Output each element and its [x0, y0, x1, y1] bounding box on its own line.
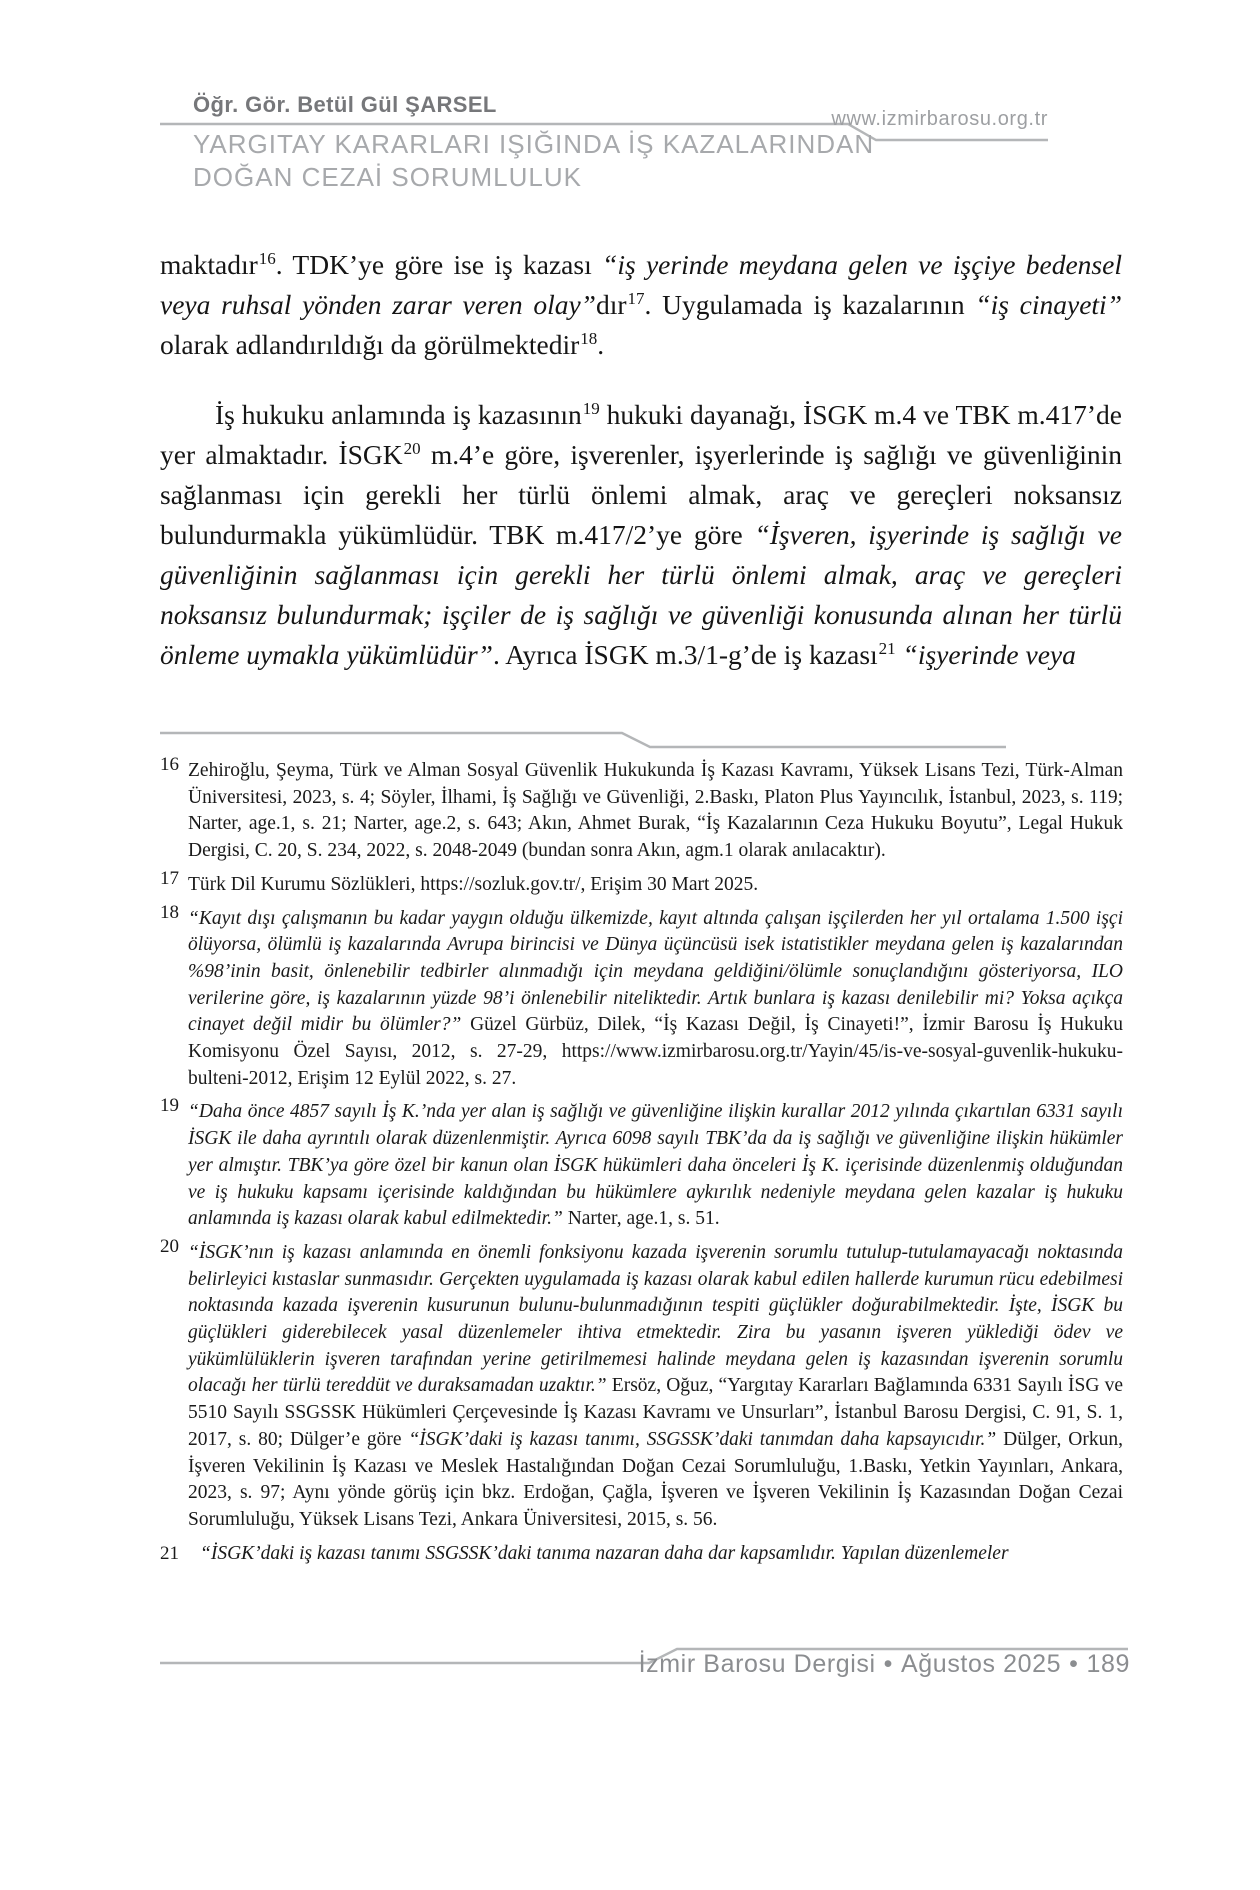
text-segment: . — [597, 329, 605, 360]
article-title-line2: DOĞAN CEZAİ SORUMLULUK — [193, 162, 582, 192]
text-segment: olarak adlandırıldığı da görülmektedir — [160, 329, 580, 360]
issue-date: Ağustos 2025 — [901, 1650, 1062, 1678]
footnote-reference: 17 — [627, 289, 645, 308]
footnote-reference: 20 — [403, 439, 421, 458]
text-segment: “işyerinde veya — [902, 639, 1076, 670]
footnote — [160, 867, 1123, 899]
page-footer — [639, 1650, 1130, 1679]
text-segment: “Daha önce 4857 sayılı İş K.’nda yer alan iş sağlığı ve güvenliğine ilişkin kurallar 2012 yılında çıkartılan 6331 sayılı İSGK ile daha ayrıntılı olarak düzenlenmiştir. Ayrıca 6098 sayılı TBK’da da iş sağlığı ve güvenliğine ilişkin hükümler yer almıştır. TBK’ya göre özel bir kanun olan İSGK hükümleri daha önceleri İş K. içerisinde düzenlenmiş olduğundan ve iş hukuku kapsamı içerisinde kaldığından bu hükümlere aykırılık nedeniyle meydana gelen kazalar iş hukuku anlamında iş kazası olarak kabul edilmektedir.” — [188, 1101, 1123, 1230]
text-segment: Ersöz, Oğuz, “Yargıtay Kararları Bağlamında 6331 Sayılı İSG ve 5510 Sayılı SSGSSK Hükümleri Çerçevesinde İş Kazası Kavramı ve Unsurları”, İstanbul Barosu Dergisi, C. 91, S. 1, 2017, s. 80; Dülger’e göre — [188, 1375, 1123, 1450]
footnote-reference: 18 — [580, 329, 598, 348]
journal-name: İzmir Barosu Dergisi — [638, 1650, 876, 1678]
footnotes — [160, 754, 1123, 1574]
footnote-reference: 19 — [582, 399, 600, 418]
body-paragraph-1 — [160, 245, 1122, 365]
text-segment: maktadır — [160, 249, 258, 280]
text-segment: “Kayıt dışı çalışmanın bu kadar yaygın olduğu ülkemizde, kayıt altında çalışan işçilerden her yıl ortalama 1.500 işçi ölüyorsa, ölümlü iş kazalarında Avrupa birincisi ve Dünya üçüncüsü isek istatistikler meydana gelen iş kazalarından %98’inin basit, önlenebilir tedbirler alınmadığı için meydana geldiğini/ölümle sonuçlandığını gösteriyorsa, ILO verilerine göre, iş kazalarının yüzde 98’i önlenebilir niteliktedir. Artık bunlara iş kazası denilebilir mi? Yoksa açıkça cinayet değil midir bu ölümler?” — [188, 907, 1123, 1036]
footnote-number: 17 — [160, 867, 179, 889]
footnote-text — [188, 908, 1123, 1089]
footnote — [160, 754, 1123, 865]
text-segment: İş hukuku anlamında iş kazasının — [215, 399, 582, 430]
text-segment: hukuki dayanağı, İSGK m.4 ve TBK m.417’de yer almaktadır. İSGK — [160, 399, 1122, 470]
text-segment: “iş cinayeti” — [975, 289, 1122, 320]
text-segment: . Uygulamada iş kazalarının — [644, 289, 976, 320]
text-segment: . Ayrıca İSGK m.3/1-g’de iş kazası — [492, 639, 878, 670]
text-segment — [896, 639, 903, 670]
article-title-line1: YARGITAY KARARLARI IŞIĞINDA İŞ KAZALARINDAN — [193, 129, 875, 159]
footnote-number: 21 — [160, 1542, 179, 1564]
page-number: 189 — [1086, 1650, 1130, 1678]
author-name: Öğr. Gör. Betül Gül ŞARSEL — [193, 92, 497, 117]
footnote-separator-rule — [160, 733, 1006, 747]
text-segment: Narter, age.1, s. 51. — [562, 1208, 720, 1230]
text-segment: “İSGK’daki iş kazası tanımı, SSGSSK’daki tanımdan daha kapsayıcıdır.” — [408, 1428, 997, 1450]
footnote — [160, 1235, 1123, 1534]
footnote-reference: 21 — [878, 639, 896, 658]
text-segment: “İşveren, işyerinde iş sağlığı ve güvenliğinin sağlanması için gerekli her türlü önlemi almak, araç ve gereçleri noksansız bulundurmak; işçiler de iş sağlığı ve güvenliği konusunda alınan her türlü önleme uymakla yükümlüdür” — [160, 519, 1122, 670]
footnote-reference: 16 — [258, 249, 276, 268]
text-segment: Zehiroğlu, Şeyma, Türk ve Alman Sosyal Güvenlik Hukukunda İş Kazası Kavramı, Yüksek Lisans Tezi, Türk-Alman Üniversitesi, 2023, s. 4; Söyler, İlhami, İş Sağlığı ve Güvenliği, 2.Baskı, Platon Plus Yayıncılık, İstanbul, 2023, s. 119; Narter, age.1, s. 21; Narter, age.2, s. 643; Akın, Ahmet Burak, “İş Kazalarının Ceza Hukuku Boyutu”, Legal Hukuk Dergisi, C. 20, S. 234, 2022, s. 2048-2049 (bundan sonra Akın, agm.1 olarak anılacaktır). — [188, 760, 1123, 862]
text-segment: Dülger, Orkun, İşveren Vekilinin İş Kazası ve Meslek Hastalığından Doğan Cezai Sorumluluğu, 1.Baskı, Yetkin Yayınları, Ankara, 2023, s. 97; Aynı yönde görüş için bkz. Erdoğan, Çağla, İşveren ve İşveren Vekilinin İş Kazasından Doğan Cezai Sorumluluğu, Yüksek Lisans Tezi, Ankara Üniversitesi, 2015, s. 56. — [188, 1428, 1123, 1530]
article-body — [160, 245, 1122, 675]
text-segment: Türk Dil Kurumu Sözlükleri, https://sozluk.gov.tr/, Erişim 30 Mart 2025. — [188, 873, 759, 895]
footnote-number: 16 — [160, 754, 179, 775]
footer-separator-1: • — [883, 1650, 894, 1678]
text-segment: “iş yerinde meydana gelen ve işçiye bedensel veya ruhsal yönden zarar veren olay” — [160, 249, 1122, 320]
footnote-text — [188, 1541, 1123, 1568]
footnote-number: 19 — [160, 1095, 179, 1117]
footnote-number: 18 — [160, 901, 179, 923]
footnote-text — [188, 1242, 1123, 1530]
footer-separator-2: • — [1069, 1650, 1079, 1678]
footnote-text — [188, 1101, 1123, 1229]
text-segment: . TDK’ye göre ise iş kazası — [275, 249, 603, 280]
body-paragraph-2 — [160, 395, 1122, 675]
text-segment: Güzel Gürbüz, Dilek, “İş Kazası Değil, İş Cinayeti!”, İzmir Barosu İş Hukuku Komisyonu Özel Sayısı, 2012, s. 27-29, https://www.izmirbarosu.org.tr/Yayin/45/is-ve-sosyal-guvenlik-hukuku-bulteni-2012, Erişim 12 Eylül 2022, s. 27. — [188, 1014, 1123, 1089]
text-segment: dır — [595, 289, 627, 320]
footnote — [160, 1095, 1123, 1233]
footnote — [160, 901, 1123, 1093]
text-segment: “İSGK’nın iş kazası anlamında en önemli fonksiyonu kazada işverenin sorumlu tutulup-tutulamayacağı noktasında belirleyici kıstaslar sunmasıdır. Gerçekten uygulamada iş kazası olarak kabul edilen hallerde kurumun rücu edebilmesi noktasında kazada işverenin kusurunun bulunu-bulunmadığının tespiti güçlükler doğurabilmektedir. İşte, İSGK bu güçlükleri giderebilecek yasal düzenlemeler ihtiva etmektedir. Zira bu yasanın işveren yüklediği ödev ve yükümlülüklerin işveren tarafından yerine getirilmemesi halinde meydana gelen iş kazasından işverenin sorumlu olacağı her türlü tereddüt ve duraksamadan uzaktır.” — [188, 1241, 1123, 1397]
text-segment: m.4’e göre, işverenler, işyerlerinde iş sağlığı ve güvenliğinin sağlanması için gerekli her türlü önlemi almak, araç ve gereçleri noksansız bulundurmakla yükümlüdür. TBK m.417/2’ye göre — [160, 439, 1122, 550]
website-url: www.izmirbarosu.org.tr — [831, 108, 1048, 130]
footnote-text — [188, 874, 758, 895]
text-segment: “İSGK’daki iş kazası tanımı SSGSSK’daki tanıma nazaran daha dar kapsamlıdır. Yapılan düzenlemeler — [200, 1542, 1009, 1564]
footnote — [160, 1541, 1123, 1568]
footnote-number: 20 — [160, 1235, 179, 1257]
footnote-text — [188, 760, 1123, 861]
